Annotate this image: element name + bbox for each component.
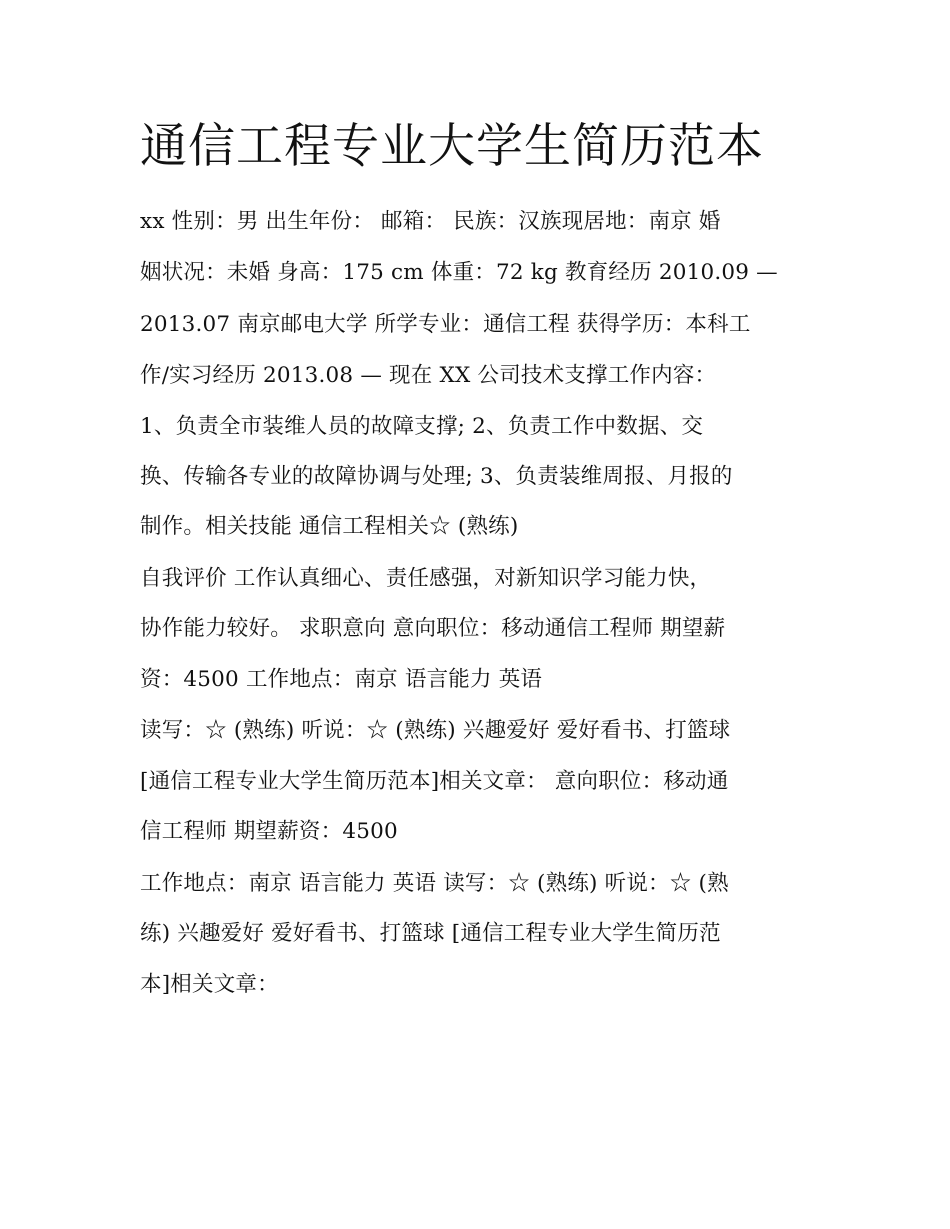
body-line-16: 本]相关文章： xyxy=(140,972,279,997)
body-line-8: 自我评价 工作认真细心、责任感强，对新知识学习能力快， xyxy=(140,566,712,591)
body-line-13: 信工程师 期望薪资：4500 xyxy=(140,819,398,844)
body-line-1: xx 性别：男 出生年份： 邮箱： 民族：汉族现居地：南京 婚 xyxy=(140,209,721,234)
document-title: 通信工程专业大学生简历范本 xyxy=(140,119,764,174)
body-line-5: 1、负责全市装维人员的故障支撑; 2、负责工作中数据、交 xyxy=(140,414,704,439)
body-line-6: 换、传输各专业的故障协调与处理; 3、负责装维周报、月报的 xyxy=(140,464,733,489)
body-line-10: 资：4500 工作地点：南京 语言能力 英语 xyxy=(140,667,543,692)
body-line-9: 协作能力较好。 求职意向 意向职位：移动通信工程师 期望薪 xyxy=(140,616,726,641)
body-line-12: [通信工程专业大学生简历范本]相关文章： 意向职位：移动通 xyxy=(140,769,729,794)
body-line-3: 2013.07 南京邮电大学 所学专业：通信工程 获得学历：本科工 xyxy=(140,312,751,337)
body-line-7: 制作。相关技能 通信工程相关☆ (熟练) xyxy=(140,514,519,539)
body-line-15: 练) 兴趣爱好 爱好看书、打篮球 [通信工程专业大学生简历范 xyxy=(140,921,721,946)
body-line-14: 工作地点：南京 语言能力 英语 读写：☆ (熟练) 听说：☆ (熟 xyxy=(140,871,729,896)
body-line-11: 读写：☆ (熟练) 听说：☆ (熟练) 兴趣爱好 爱好看书、打篮球 xyxy=(140,718,731,743)
body-line-4: 作/实习经历 2013.08 — 现在 XX 公司技术支撑工作内容： xyxy=(140,363,717,388)
body-line-2: 姻状况：未婚 身高：175 cm 体重：72 kg 教育经历 2010.09 — xyxy=(140,260,778,285)
